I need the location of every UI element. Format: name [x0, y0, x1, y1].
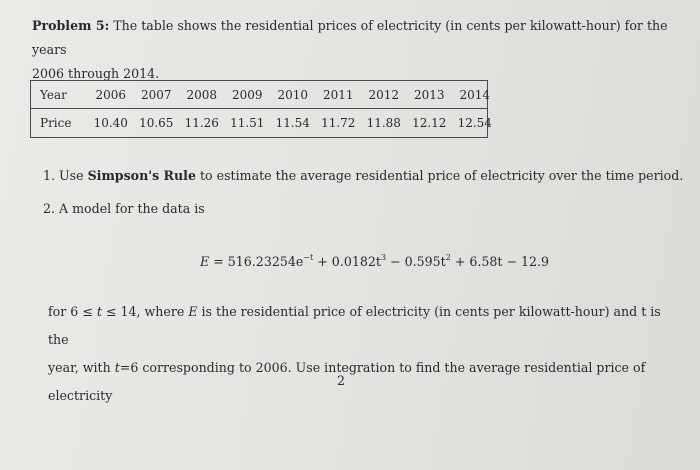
year-cell: 2011 [322, 87, 354, 102]
para-var-t: t [114, 360, 120, 375]
year-cell: 2013 [413, 87, 445, 102]
formula-term2: + 0.0182t [313, 254, 381, 269]
model-description [48, 298, 678, 410]
price-cell: 11.26 [184, 116, 219, 130]
price-cell: 12.54 [457, 116, 492, 130]
para-text: =6 corresponding to 2006. Use integration to find the average residential price of electricity [48, 360, 646, 403]
para-text: for 6 ≤ [48, 304, 97, 319]
price-cell: 11.72 [321, 116, 356, 130]
year-cell: 2012 [368, 87, 400, 102]
question-1 [43, 168, 683, 183]
formula-exp2: 3 [380, 253, 387, 262]
para-text: year, with [48, 360, 115, 375]
price-table [30, 80, 492, 138]
para-var-t: t [96, 304, 102, 319]
problem-text-line1: The table shows the residential prices of electricity (in cents per kilowatt-hour) for the years [32, 18, 668, 57]
price-cell: 11.54 [275, 116, 310, 130]
problem-text-line2: 2006 through 2014. [32, 66, 160, 81]
question-2: 2. A model for the data is [43, 201, 205, 216]
price-cell: 11.88 [366, 116, 401, 130]
para-text: ≤ 14, where [101, 304, 189, 319]
q1-suffix: to estimate the average residential price of electricity over the time period. [195, 168, 684, 183]
q1-prefix: 1. Use [43, 168, 88, 183]
problem-label: Problem 5: [32, 18, 110, 33]
price-cell: 12.12 [412, 116, 447, 130]
para-var-E: E [188, 304, 198, 319]
formula-term1: = 516.23254e [209, 254, 304, 269]
q1-simpsons-rule: Simpson's Rule [87, 168, 196, 183]
formula-exp1: −t [303, 253, 314, 262]
problem-statement [32, 14, 672, 86]
price-cell: 10.65 [139, 116, 174, 130]
year-cell: 2009 [231, 87, 263, 102]
formula-term4: + 6.58t − 12.9 [450, 254, 550, 269]
para-text: is the residential price of electricity (in cents per kilowatt-hour) and t is the [48, 304, 661, 347]
page-number: 2 [337, 373, 346, 388]
price-cell: 11.51 [230, 116, 265, 130]
price-cell: 10.40 [93, 116, 128, 130]
year-cell: 2014 [459, 87, 491, 102]
price-header: Price [40, 116, 72, 130]
year-cell: 2007 [140, 87, 172, 102]
year-cell: 2010 [277, 87, 309, 102]
year-row [31, 81, 491, 108]
price-row [31, 108, 492, 137]
formula-exp3: 2 [445, 253, 451, 262]
formula-lhs: E [200, 254, 210, 269]
formula-term3: − 0.595t [386, 254, 446, 269]
model-formula [200, 254, 549, 269]
year-header: Year [40, 87, 67, 102]
year-cell: 2008 [186, 87, 218, 102]
year-cell: 2006 [95, 87, 127, 102]
